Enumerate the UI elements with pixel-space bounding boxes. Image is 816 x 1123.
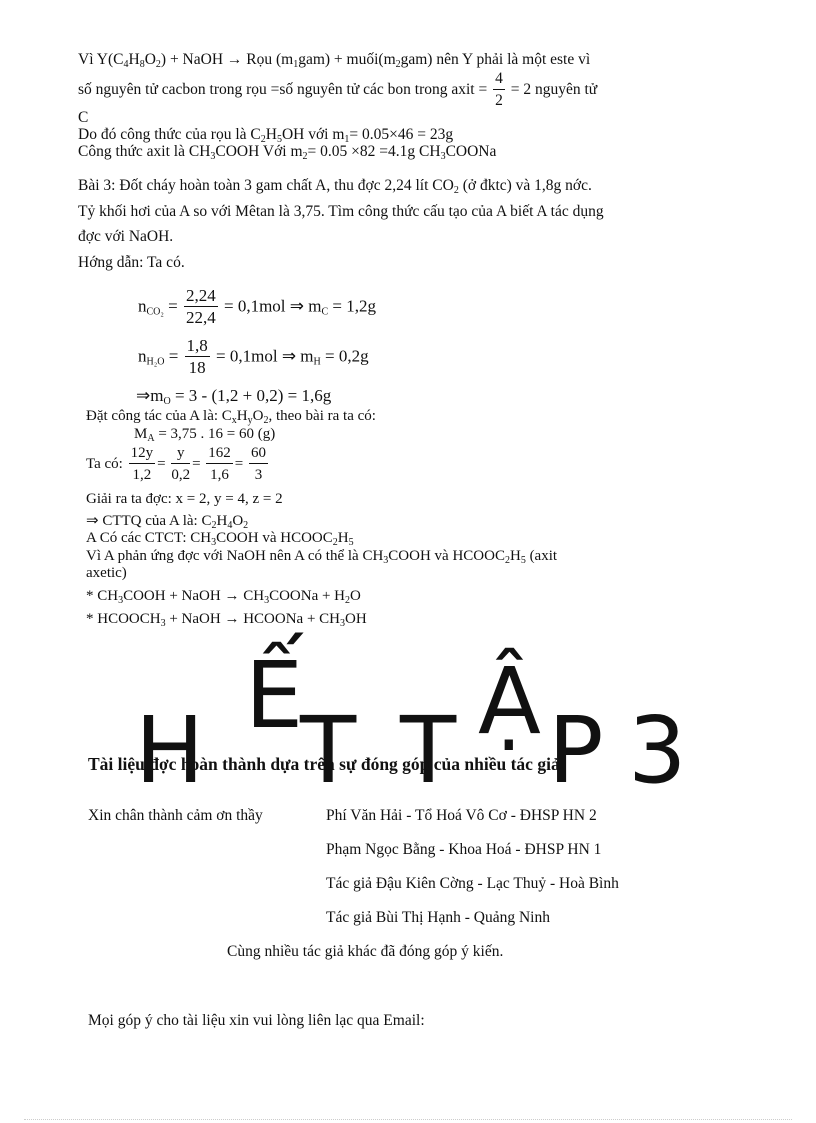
para1-line4: Do đó công thức của rọu là $C_2H_5OH$ với $m_1= 0.05\times 46 = 23g$ [78,126,454,145]
credits-intro: Tài liệu đợc hoàn thành dựa trên sự đóng góp của nhiều tác giả. [88,754,565,774]
end-title-t1: T [300,697,357,804]
para1-line1: Vì $Y(C_4H_8O_2)$ + NaOH → Rọu $(m_1gam)$ + $muối(m_2gam)$ nên Y phải là một este vì [78,51,591,70]
exercise3-line2: Tỷ khối hơi của A so với Mêtan là 3,75. Tìm công thức cấu tạo của A biết A tác dụng [78,203,604,220]
end-title-a: Ậ [478,648,541,755]
credits-others: Cùng nhiều tác giả khác đã đóng góp ý kiến. [227,943,504,960]
solution-line6: A Có các CTCT: $CH_3COOH$ và $HCOOC_2H_5$ [86,530,354,548]
exercise3-line3: đợc với NaOH. [78,228,174,245]
end-title-t2: T [400,697,457,804]
credits-name-2: Phạm Ngọc Bằng - Khoa Hoá - ĐHSP HN 1 [326,841,602,858]
solution-line7: Vì A phản ứng đợc với NaOH nên A có thể là $CH_3COOH$ và $HCOOC_2H_5$ (axit [86,548,558,566]
solution-line2: $M_A = 3,75$ . 16 = 60 (g) [134,426,276,444]
fraction-4-over-2: $\frac{4}{2}$ [495,69,503,109]
solution-line5: ⇒ CTTQ của A là: $C_2H_4O_2$ [86,513,249,531]
exercise3-line4: Hớng dẫn: Ta có. [78,254,185,271]
credits-name-1: Phí Văn Hải - Tổ Hoá Vô Cơ - ĐHSP HN 2 [326,807,597,824]
credits-name-3: Tác giả Đậu Kiên Cờng - Lạc Thuỷ - Hoà Bình [326,875,619,892]
end-title-e: Ế [245,642,304,749]
credits-thanks: Xin chân thành cảm ơn thầy [88,807,263,824]
credits-contact: Mọi góp ý cho tài liệu xin vui lòng liên lạc qua Email: [88,1012,425,1029]
reaction-1: * $CH_3COOH$ + NaOH → $CH_3COONa + H_2O$ [86,588,361,606]
equation-nco2: $n_{CO_2}$ = $\frac{2,24}{22,4}$ = 0,1mol ⇒ $m_C = 1,2g$ [138,286,377,327]
para1-line3: C [78,109,89,126]
para1-line5: Công thức axit là $CH_3COOH$ Với $m_2= 0.05 \times 82 =4.1g$ $CH_3COONa$ [78,143,497,162]
end-title-3: 3 [628,697,687,804]
equation-mo: $\Rightarrow m_O = 3 - (1,2 + 0,2) = 1,6g$ [136,386,332,407]
equation-nh2o: $n_{H_2O}$ = $\frac{1,8}{18}$ = 0,1mol ⇒ $m_H = 0,2g$ [138,336,369,377]
exercise3-line1: Bài 3: Đốt cháy hoàn toàn 3 gam chất A, thu đợc 2,24 lít $CO_2$ (ở đktc) và 1,8g nớc. [78,177,592,196]
solution-line1: Đặt công tác của A là: $C_xH_yO_2$, theo bài ra ta có: [86,408,376,426]
page-bottom-divider [24,1119,792,1120]
end-title-p: P [548,697,604,804]
solution-line4: Giải ra ta đợc: x = 2, y = 4, z = 2 [86,491,283,507]
reaction-2: * $HCOOCH_3$ + NaOH → HCOONa + $CH_3OH$ [86,611,367,629]
para1-line2: số nguyên tử cacbon trong rọu =số nguyên tử các bon trong axit = $\frac{4}{2}$ = 2 nguyên tử [78,68,597,112]
credits-name-4: Tác giả Bùi Thị Hạnh - Quảng Ninh [326,909,550,926]
solution-ratio: Ta có: $\frac{12y}{1,2}$ = $\frac{y}{0,2}$ = $\frac{162}{1,6}$ = $\frac{60}{3}$ [86,445,267,484]
end-title-h: H [135,697,205,804]
solution-line8: axetic) [86,565,127,581]
